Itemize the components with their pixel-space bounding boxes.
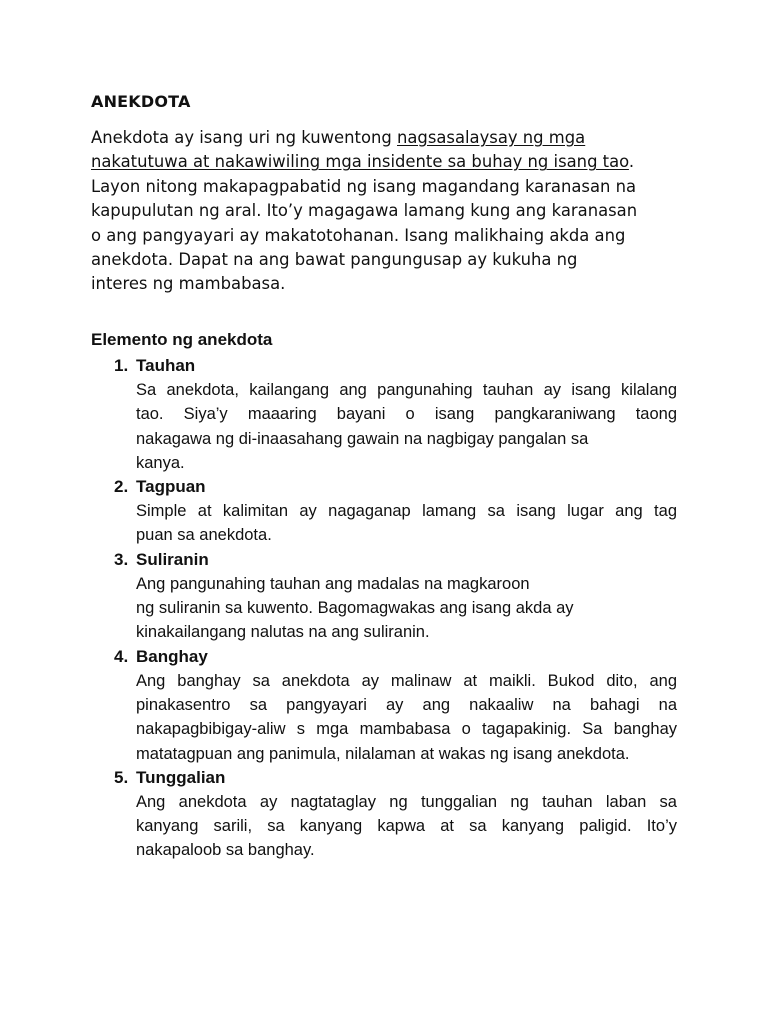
- element-name: Tauhan: [136, 356, 196, 375]
- element-heading: [0, 548, 768, 572]
- element-description-line: Ang pangunahing tauhan ang madalas na magkaroon: [136, 574, 530, 593]
- element-description-line: kanyang sarili, sa kanyang kapwa at sa kanyang paligid. Ito’y: [136, 817, 677, 836]
- element-description-line: nakagawa ng di-inaasahang gawain na nagbigay pangalan sa: [136, 429, 589, 448]
- element-description-line: Ang anekdota ay nagtataglay ng tunggalian ng tauhan laban sa: [136, 792, 677, 811]
- element-description: [136, 669, 677, 766]
- element-description-line: ng suliranin sa kuwento. Bagomagwakas ang isang akda ay: [136, 599, 574, 618]
- intro-underlined-1: nagsasalaysay ng mga: [397, 128, 586, 147]
- element-description: [136, 378, 677, 475]
- element-description-line: kanya.: [136, 453, 185, 472]
- element-description: [136, 499, 677, 548]
- intro-line-3: Layon nitong makapagpabatid ng isang magandang karanasan na: [91, 176, 637, 196]
- element-item: [0, 645, 768, 766]
- element-item: [0, 766, 768, 863]
- element-description-line: Sa anekdota, kailangang ang pangunahing tauhan ay isang kilalang: [136, 381, 677, 399]
- element-number: 3.: [114, 549, 129, 569]
- element-item: [0, 354, 768, 475]
- element-heading: [0, 475, 768, 499]
- intro-underlined-2: nakatutuwa at nakawiwiling mga insidente sa buhay ng isang tao: [91, 152, 629, 172]
- element-item: [0, 548, 768, 645]
- element-description: [136, 572, 677, 645]
- element-heading: [0, 645, 768, 669]
- element-description-line: matatagpuan ang panimula, nilalaman at wakas ng isang anekdota.: [136, 744, 630, 763]
- element-description-line: pinakasentro sa pangyayari ay ang nakaaliw na bahagi na: [136, 695, 677, 714]
- intro-lead: Anekdota ay isang uri ng kuwentong: [91, 128, 397, 147]
- element-description-line: nakapagbibigay-aliw s mga mambabasa o tagapakinig. Sa banghay: [136, 720, 677, 739]
- intro-line2-tail: .: [628, 152, 635, 172]
- element-name: Banghay: [136, 646, 208, 666]
- intro-line-7: interes ng mambabasa.: [91, 274, 286, 294]
- document-title: ANEKDOTA: [91, 92, 191, 111]
- element-name: Suliranin: [136, 549, 209, 569]
- intro-line-6: anekdota. Dapat na ang bawat pangungusap ay kukuha ng: [91, 250, 578, 270]
- element-description-line: puan sa anekdota.: [136, 526, 272, 545]
- intro-line-4: kapupulutan ng aral. Ito’y magagawa lamang kung ang karanasan: [91, 201, 638, 221]
- intro-line-5: o ang pangyayari ay makatotohanan. Isang malikhaing akda ang: [91, 225, 626, 245]
- element-description-line: Simple at kalimitan ay nagaganap lamang sa isang lugar ang tag: [136, 502, 677, 521]
- section-title: Elemento ng anekdota: [91, 330, 273, 349]
- element-name: Tunggalian: [136, 767, 226, 787]
- element-heading: [0, 354, 768, 378]
- element-description-line: tao. Siya’y maaaring bayani o isang pangkaraniwang taong: [136, 405, 677, 424]
- element-number: 1.: [114, 356, 129, 375]
- element-name: Tagpuan: [136, 477, 206, 497]
- element-heading: [0, 766, 768, 790]
- element-description-line: kinakailangang nalutas na ang suliranin.: [136, 623, 430, 642]
- element-description-line: Ang banghay sa anekdota ay malinaw at maikli. Bukod dito, ang: [136, 671, 677, 690]
- element-number: 4.: [114, 646, 129, 666]
- element-item: [0, 475, 768, 548]
- element-number: 2.: [114, 477, 129, 497]
- element-number: 5.: [114, 767, 129, 787]
- elements-list: [0, 354, 768, 863]
- element-description-line: nakapaloob sa banghay.: [136, 841, 315, 860]
- element-description: [136, 790, 677, 863]
- intro-paragraph: [91, 126, 691, 297]
